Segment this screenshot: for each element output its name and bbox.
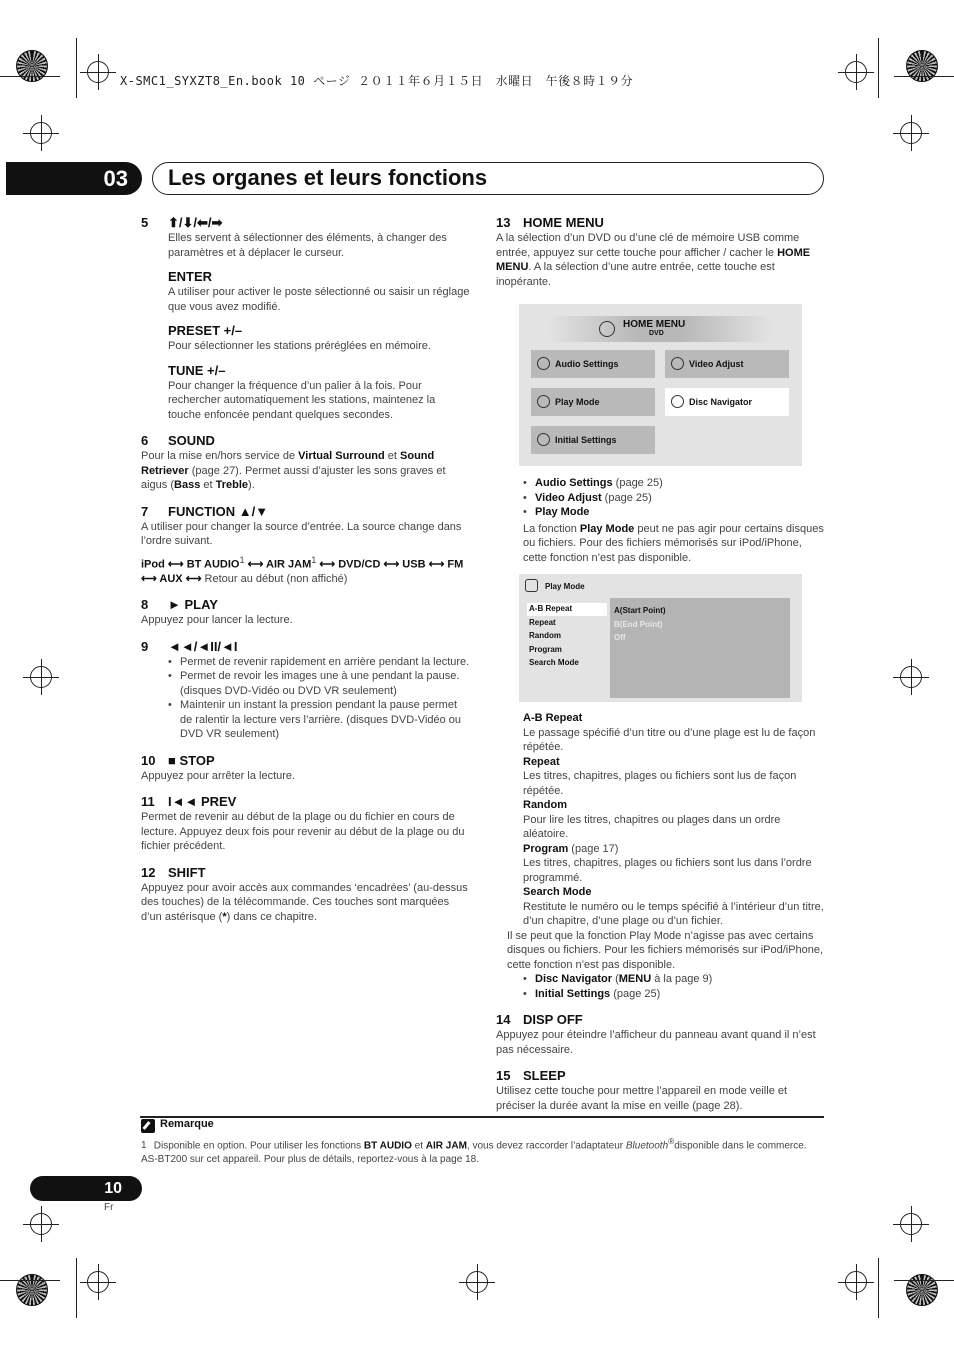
home-menu-list-2 [496,972,826,1001]
def-repeat-title: Repeat [523,755,560,768]
section-12-text: Appuyez pour avoir accès aux commandes ‘encadrées’ (au-dessus des touches) de la télécommande. Ces touches sont marquées d’un astérisque (*) dans ce chapitre. [141,881,468,923]
play-mode-screen [519,574,802,702]
list-item[interactable]: Search Mode [529,658,579,667]
crosshair-icon [900,1213,922,1235]
section-13-heading: 13 HOME MENU [496,215,604,230]
section-10-heading: 10 ■ STOP [141,752,215,768]
list-item: • Maintenir un instant la pression pendant la pause permet de ralentir la lecture vers l’arrière. (disques DVD-Vidéo ou DVD VR seulement) [168,698,471,742]
list-item[interactable]: Random [529,631,561,640]
print-header-meta: X-SMC1_SYXZT8_En.book 10 ページ ２０１１年６月１５日 水曜日 午後８時１９分 [120,74,634,88]
remark-title: Remarque [160,1118,214,1130]
play-mode-options [529,602,609,670]
section-15-heading: 15 SLEEP [496,1068,566,1083]
section-8-text: Appuyez pour lancer la lecture. [141,614,293,627]
home-menu-list [496,476,826,520]
def-ab-repeat-title: A-B Repeat [523,712,583,724]
enter-text: A utiliser pour activer le poste sélectionné ou saisir un réglage que vous avez modifié. [168,286,470,313]
list-item: • Play Mode [523,505,826,520]
preset-text: Pour sélectionner les stations préréglées en mémoire. [168,340,431,352]
section-13-text: A la sélection d’un DVD ou d’une clé de mémoire USB comme entrée, appuyez sur cette touche pour afficher / cacher le HOME MENU. A la sélection d’une autre entrée, cette touche est inopérante. [496,232,811,288]
crosshair-icon [87,1271,109,1293]
play-mode-note: Il se peut que la fonction Play Mode n’agisse pas avec certains disques ou fichiers. Pour les fichiers mémorisés sur iPod/iPhone, cette fonction n’est pas disponible. [507,929,824,971]
home-menu-title-bar [547,316,773,342]
settings-icon [537,433,550,446]
section-14-heading: 14 DISP OFF [496,1012,583,1027]
section-15-text: Utilisez cette touche pour mettre l’appareil en mode veille et préciser la durée avant la mise en veille (page 28). [496,1085,788,1112]
right-column-defs [496,711,826,1113]
def-repeat-text: Les titres, chapitres, plages ou fichiers sont lus de façon répétée. [523,770,797,797]
crosshair-icon [30,666,52,688]
play-mode-button[interactable]: Play Mode [531,388,655,416]
option-off[interactable]: Off [614,633,626,642]
chapter-title: Les organes et leurs fonctions [168,165,488,190]
source-sequence: iPod ⟷ BT AUDIO$^1$ ⟷ AIR JAM$^1$ ⟷ DVD/CD ⟷ USB ⟷ FM ⟷ AUX ⟷ Retour au début (non affiché) [141,554,464,585]
section-5-heading: 5 ⬆/⬇/⬅/➡ [141,215,223,230]
def-search-mode-title: Search Mode [523,886,592,898]
play-mode-text: La fonction Play Mode peut ne pas agir pour certains disques ou fichiers. Pour des fichiers mémorisés sur iPod/iPhone, cette fonction n’est pas disponible. [523,522,824,564]
monitor-icon [671,357,684,370]
list-item: • Permet de revenir rapidement en arrière pendant la lecture. [168,655,471,670]
crosshair-icon [30,122,52,144]
right-column-list1 [496,476,826,565]
list-item: • Audio Settings (page 25) [523,476,826,491]
initial-settings-button[interactable]: Initial Settings [531,426,655,454]
list-item[interactable]: Program [529,644,562,654]
section-7-text: A utiliser pour changer la source d’entrée. La source change dans l’ordre suivant. [141,520,462,547]
registration-rosette-icon [906,50,938,82]
disc-icon [599,321,615,337]
crosshair-icon [900,122,922,144]
def-search-mode-text: Restitute le numéro ou le temps spécifié à l’intérieur d’un titre, d’un chapitre, d’une plage ou d’un fichier. [523,900,824,927]
crosshair-icon [87,61,109,83]
crosshair-icon [845,61,867,83]
def-program-text: Les titres, chapitres, plages ou fichiers sont lus dans l’ordre programmé. [523,857,812,884]
play-mode-icon [537,395,550,408]
def-random-title: Random [523,799,567,811]
list-item: • Initial Settings (page 25) [523,987,826,1002]
play-mode-screen-title: Play Mode [545,582,585,591]
list-item: • Video Adjust (page 25) [523,491,826,506]
audio-settings-button[interactable]: Audio Settings [531,350,655,378]
remark-divider [140,1116,824,1118]
section-14-text: Appuyez pour éteindre l’afficheur du panneau avant quand il n’est pas nécessaire. [496,1029,816,1056]
home-menu-title: HOME MENU [623,319,686,330]
remark-footnote: 1 Disponible en option. Pour utiliser les fonctions BT AUDIO et AIR JAM, vous devez raccorder l’adaptateur Bluetooth®disponible dans le commerce. AS-BT200 sur cet appareil. Pour plus de détails, reportez-vous à la page 18. [141,1136,807,1166]
section-9-list [141,655,471,742]
registration-rosette-icon [16,50,48,82]
section-6-text: Pour la mise en/hors service de Virtual Surround et Sound Retriever (page 27). Permet aussi d’ajuster les sons graves et aigus (Bass et Treble). [141,450,446,491]
section-5-text: Elles servent à sélectionner des éléments, à changer des paramètres et à déplacer le curseur. [168,232,447,259]
speaker-icon [537,357,550,370]
play-mode-submenu [610,598,790,698]
list-item: • Disc Navigator (MENU à la page 9) [523,972,826,987]
def-ab-repeat-text: Le passage spécifié d’un titre ou d’une plage est lu de façon répétée. [523,726,816,753]
play-mode-icon [525,579,538,592]
section-10-text: Appuyez pour arrêter la lecture. [141,769,296,782]
registration-rosette-icon [16,1274,48,1306]
chapter-number: 03 [6,162,142,195]
pencil-note-icon [141,1119,155,1133]
option-start-point[interactable]: A(Start Point) [614,606,666,615]
list-item[interactable]: Repeat [529,617,556,627]
def-random-text: Pour lire les titres, chapitres ou plages dans un ordre aléatoire. [523,813,781,840]
option-end-point[interactable]: B(End Point) [614,619,663,629]
list-item[interactable]: A-B Repeat [529,604,573,613]
home-menu-subtitle: DVD [649,330,664,337]
home-menu-screen [519,304,802,466]
preset-heading: PRESET +/– [168,323,243,338]
crosshair-icon [30,1213,52,1235]
left-column [141,214,471,924]
list-item: • Permet de revoir les images une à une pendant la pause. (disques DVD-Vidéo ou DVD VR seulement) [168,669,471,698]
tune-text: Pour changer la fréquence d’un palier à la fois. Pour rechercher automatiquement les stations, maintenez la touche enfoncée pendant quelques secondes. [168,379,436,421]
disc-navigator-button[interactable]: Disc Navigator [665,388,789,416]
section-7-heading: 7 FUNCTION ▲/▼ [141,503,269,519]
section-6-heading: 6 SOUND [141,433,215,448]
section-12-heading: 12 SHIFT [141,864,206,880]
right-column-top [496,214,826,289]
registration-rosette-icon [906,1274,938,1306]
disc-navigator-icon [671,395,684,408]
def-program-title: Program (page 17) [523,842,619,855]
section-8-heading: 8 ► PLAY [141,597,218,613]
enter-heading: ENTER [168,269,213,284]
crosshair-icon [845,1271,867,1293]
video-adjust-button[interactable]: Video Adjust [665,350,789,378]
section-11-heading: 11 I◄◄ PREV [141,794,237,810]
crosshair-icon [900,666,922,688]
crosshair-icon [466,1271,488,1293]
page-language: Fr [104,1202,114,1213]
section-11-text: Permet de revenir au début de la plage ou du fichier en cours de lecture. Appuyez deux fois pour revenir au début de la plage ou du fichier précédent. [141,811,465,853]
section-9-heading: 9 ◄◄/◄II/◄I [141,638,238,654]
tune-heading: TUNE +/– [168,362,226,378]
page-number: 10 [30,1176,142,1201]
